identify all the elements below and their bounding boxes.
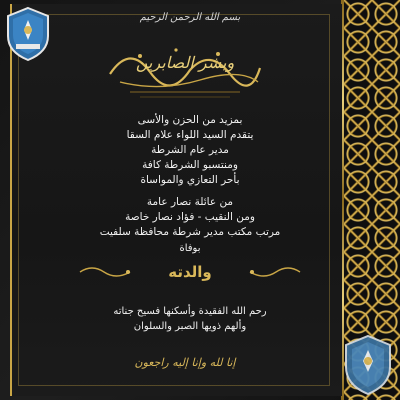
police-emblem-icon [342, 334, 394, 396]
recipients-block [60, 195, 320, 240]
closing-line-2: وألهم ذويها الصبر والسلوان [133, 321, 247, 332]
to-line-2: ومن النقيب - فؤاد نصار خاصة [125, 211, 255, 223]
announcement-block [60, 113, 320, 188]
to-line-1: من عائلة نصار عامة [146, 196, 234, 208]
to-line-3: مرتب مكتب مدير شرطة محافظة سلفيت [99, 226, 281, 238]
inna-text: إنا لله وإنا إليه راجعون [134, 356, 236, 369]
closing-line-1: رحم الله الفقيدة وأسكنها فسيح جناته [113, 306, 267, 317]
inna-calligraphy [110, 350, 260, 376]
line-5: بأحر التعازي والمواساة [140, 174, 240, 186]
police-emblem-icon [4, 6, 52, 62]
basmala: بسم الله الرحمن الرحيم [139, 12, 241, 23]
verse-calligraphy [100, 34, 270, 104]
line-4: ومنتسبو الشرطة كافة [142, 159, 238, 171]
wafat-label: بوفاة [179, 243, 201, 254]
deceased-banner [70, 258, 310, 288]
ornament-right-icon [248, 262, 302, 282]
line-1: بمزيد من الحزن والأسى [137, 114, 243, 126]
verse-text: وبشر الصابرين [135, 53, 235, 72]
closing-prayer [60, 304, 320, 334]
line-3: مدير عام الشرطة [151, 144, 229, 156]
line-2: يتقدم السيد اللواء علام السقا [126, 129, 254, 141]
deceased-name: والدته [168, 263, 212, 281]
